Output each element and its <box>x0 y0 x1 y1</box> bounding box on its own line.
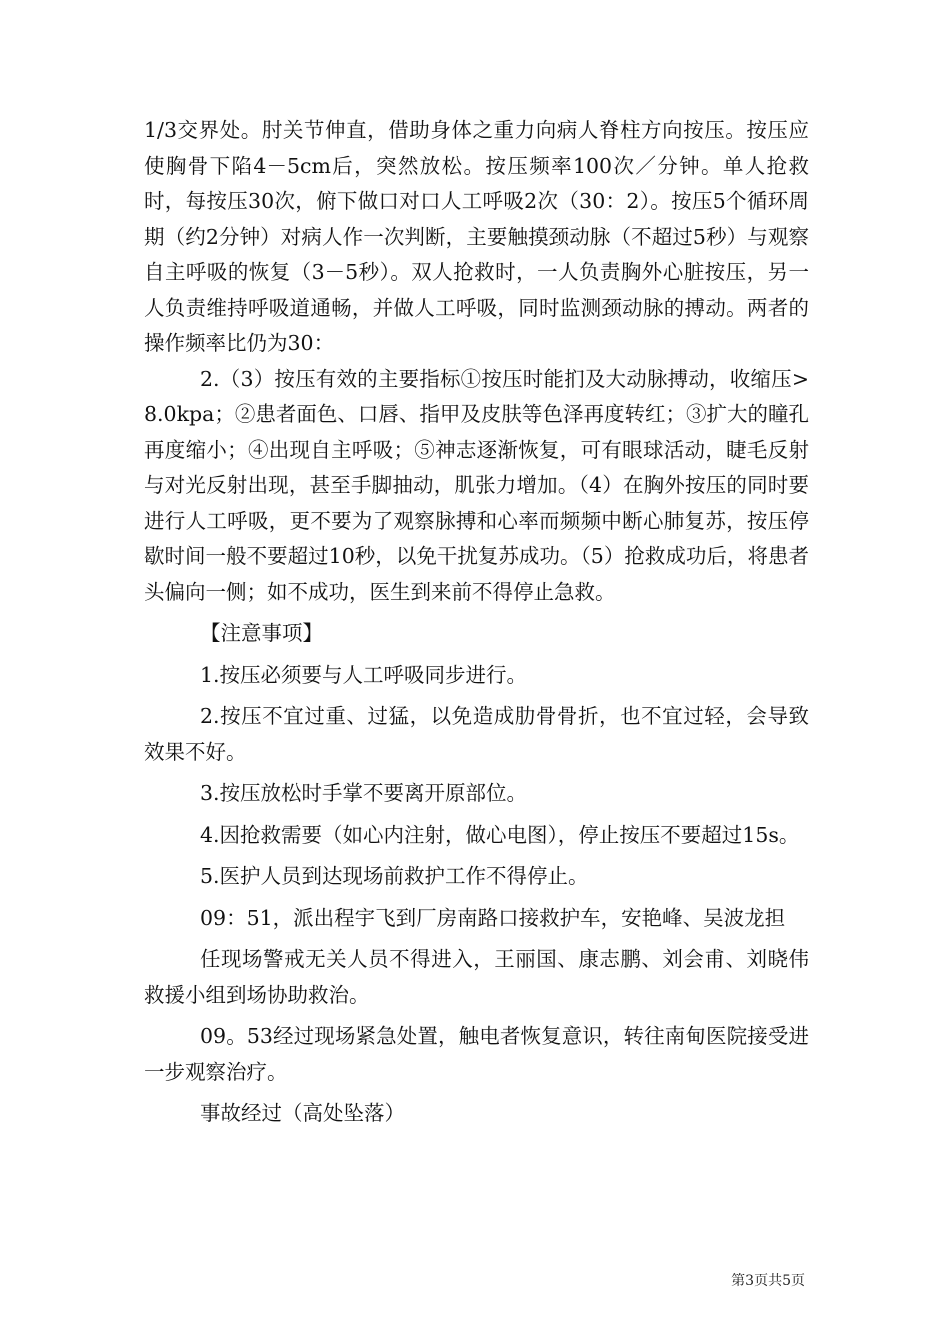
precaution-item-3: 3.按压放松时手掌不要离开原部位。 <box>200 781 528 805</box>
precaution-item-4: 4.因抢救需要（如心内注射，做心电图），停止按压不要超过15s。 <box>200 822 800 847</box>
section-heading-precautions: 【注意事项】 <box>200 621 323 645</box>
paragraph-compression-method: 1/3交界处。肘关节伸直，借助身体之重力向病人脊柱方向按压。按压应使胸骨下陷4－5cm后，突然放松。按压频率100次／分钟。单人抢救时，每按压30次，俯下做口对口人工呼吸2次（30：2）。按压5个循环周期（约2分钟）对病人作一次判断，主要触摸颈动脉（不超过5秒）与观察自主呼吸的恢复（3－5秒）。双人抢救时，一人负责胸外心脏按压，另一人负责维持呼吸道通畅，并做人工呼吸，同时监测颈动脉的搏动。两者的操作频率比仍为30： <box>144 118 809 355</box>
section-heading-accident: 事故经过（高处坠落） <box>200 1101 405 1125</box>
precaution-item-1: 1.按压必须要与人工呼吸同步进行。 <box>200 662 528 687</box>
precaution-item-2: 2.按压不宜过重、过猛，以免造成肋骨骨折，也不宜过轻，会导致效果不好。 <box>144 704 809 764</box>
event-log-0953: 09。53经过现场紧急处置，触电者恢复意识，转往南甸医院接受进一步观察治疗。 <box>144 1024 809 1084</box>
precaution-item-5: 5.医护人员到达现场前救护工作不得停止。 <box>200 864 589 888</box>
event-log-security: 任现场警戒无关人员不得进入，王丽国、康志鹏、刘会甫、刘晓伟救援小组到场协助救治。 <box>144 947 809 1007</box>
document-body <box>144 113 809 1132</box>
paragraph-effective-indicators: 2.（3）按压有效的主要指标①按压时能扪及大动脉搏动，收缩压>8.0kpa；②患者面色、口唇、指甲及皮肤等色泽再度转红；③扩大的瞳孔再度缩小；④出现自主呼吸；⑤神志逐渐恢复，可有眼球活动，睫毛反射与对光反射出现，甚至手脚抽动，肌张力增加。（4）在胸外按压的同时要进行人工呼吸，更不要为了观察脉搏和心率而频频中断心肺复苏，按压停歇时间一般不要超过10秒，以免干扰复苏成功。（5）抢救成功后，将患者头偏向一侧；如不成功，医生到来前不得停止急救。 <box>144 366 809 604</box>
page-indicator: 第3页共5页 <box>731 1273 805 1289</box>
event-log-0951: 09：51，派出程宇飞到厂房南路口接救护车，安艳峰、吴波龙担 <box>200 905 786 930</box>
